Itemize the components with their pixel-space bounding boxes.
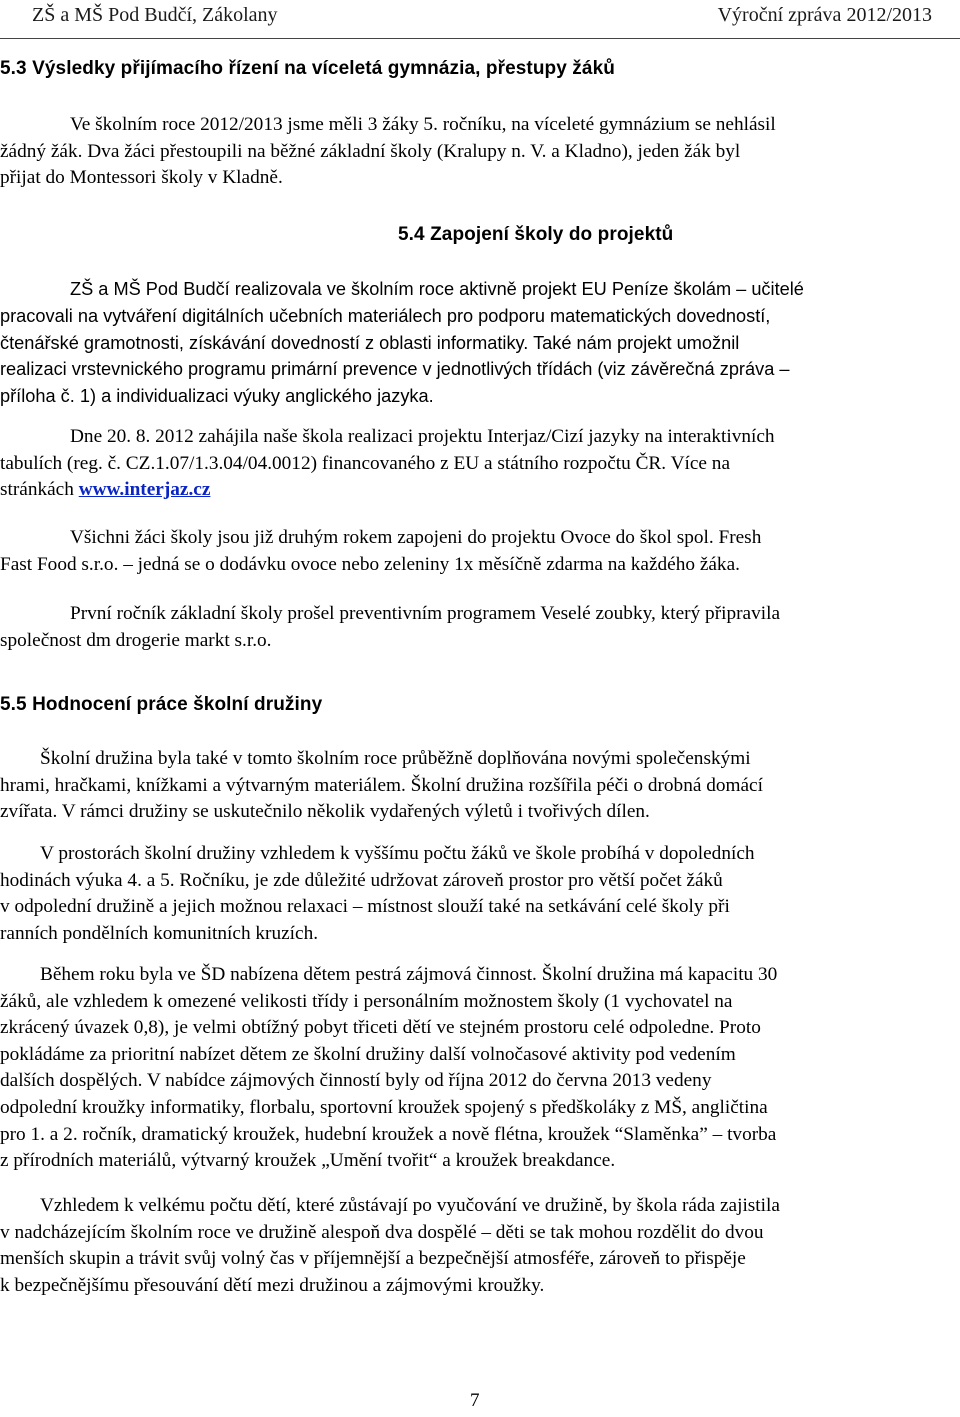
text-line: příloha č. 1) a individualizaci výuky anglického jazyka. [0,386,434,407]
text-line: Všichni žáci školy jsou již druhým rokem zapojeni do projektu Ovoce do škol spol. Fresh [70,527,762,548]
text-line: v nadcházejícím školním roce ve družině alespoň dva dospělé – děti se tak mohou rozdělit do dvou [0,1221,764,1243]
text-line: ranních pondělních komunitních kruzích. [0,922,319,944]
paragraph-5-4-eu-project [0,276,955,410]
text-line: Školní družina byla také v tomto školním roce průběžně doplňována novými společenskými [40,748,751,769]
text-line: menších skupin a trávit svůj volný čas v příjemnější a bezpečnější atmosféře, zároveň to přispěje [0,1248,746,1270]
text-line: hrami, hračkami, knížkami a výtvarným materiálem. Školní družina rozšířila péči o drobná domácí [0,774,763,796]
paragraph-5-5-activities [0,962,955,1175]
text-line: Fast Food s.r.o. – jedná se o dodávku ovoce nebo zeleniny 1x měsíčně zdarma na každého žáka. [0,553,740,575]
text-line: ZŠ a MŠ Pod Budčí realizovala ve školním roce aktivně projekt EU Peníze školám – učitelé [70,279,804,299]
text-line: tabulích (reg. č. CZ.1.07/1.3.04/04.0012) financovaného z EU a státního rozpočtu ČR. Více na [0,452,731,474]
header-divider [0,38,960,39]
text-line: společnost dm drogerie markt s.r.o. [0,629,272,651]
text-line: hodinách výuka 4. a 5. Ročníku, je zde důležité udržovat zároveň prostor pro větší počet žáků [0,869,723,891]
heading-5-4: 5.4 Zapojení školy do projektů [398,224,674,245]
header-school-name: ZŠ a MŠ Pod Budčí, Zákolany [32,4,278,26]
text-line: odpolední kroužky informatiky, florbalu, sportovní kroužek spojený s předškoláky z MŠ, angličtina [0,1096,768,1118]
text-line: Ve školním roce 2012/2013 jsme měli 3 žáky 5. ročníku, na víceleté gymnázium se nehlásil [70,114,776,135]
text-line: žáků, ale vzhledem k omezené velikosti třídy i personálním možnostem školy (1 vychovatel na [0,990,733,1012]
text-line: žádný žák. Dva žáci přestoupili na běžné základní školy (Kralupy n. V. a Kladno), jeden žák byl [0,140,741,162]
text-line: přijat do Montessori školy v Kladně. [0,167,283,189]
text-line: realizaci vrstevnického programu primární prevence v jednotlivých třídách (viz závěrečná zpráva – [0,359,790,380]
paragraph-5-5-equipment [0,746,955,826]
text-line: V prostorách školní družiny vzhledem k vyššímu počtu žáků ve škole probíhá v dopoledních [40,843,755,864]
page-header [0,4,960,34]
paragraph-5-3 [0,112,955,192]
text-line: zvířata. V rámci družiny se uskutečnilo několik vydařených výletů i tvořivých dílen. [0,801,650,823]
text-line: pracovali na vytváření digitálních učebních materiálech pro podporu matematických dovedností, [0,305,771,326]
text-line: čtenářské gramotnosti, získávání dovedností z oblasti informatiky. Také nám projekt umožnil [0,332,740,353]
page-number: 7 [470,1390,480,1411]
text-line: zkrácený úvazek 0,8), je velmi obtížný pobyt třiceti dětí ve stejném prostoru celé odpoledne. Proto [0,1017,761,1039]
paragraph-5-4-interjaz [0,424,955,504]
paragraph-5-4-zoubky [0,601,955,654]
paragraph-5-5-rooms [0,841,955,947]
heading-5-5: 5.5 Hodnocení práce školní družiny [0,694,323,715]
interjaz-link[interactable]: www.interjaz.cz [78,479,211,501]
text-line: pro 1. a 2. ročník, dramatický kroužek, hudební kroužek a nově flétna, kroužek “Slaměnka” – tvorba [0,1123,777,1145]
text-line [0,477,955,504]
link-prefix: stránkách [0,479,79,501]
text-line: Dne 20. 8. 2012 zahájila naše škola realizaci projektu Interjaz/Cizí jazyky na interaktivních [70,426,775,447]
paragraph-5-4-fruit [0,525,955,578]
text-line: z přírodních materiálů, výtvarný kroužek „Umění tvořit“ a kroužek breakdance. [0,1150,616,1172]
heading-5-3: 5.3 Výsledky přijímacího řízení na víceletá gymnázia, přestupy žáků [0,58,615,79]
paragraph-5-5-staffing [0,1193,955,1299]
header-report-title: Výroční zpráva 2012/2013 [717,4,932,26]
text-line: Během roku byla ve ŠD nabízena dětem pestrá zájmová činnost. Školní družina má kapacitu 30 [40,964,778,985]
text-line: dalších dospělých. V nabídce zájmových činností byly od října 2012 do června 2013 vedeny [0,1070,712,1092]
text-line: k bezpečnějšímu přesouvání dětí mezi družinou a zájmovými kroužky. [0,1274,545,1296]
text-line: Vzhledem k velkému počtu dětí, které zůstávají po vyučování ve družině, by škola ráda zajistila [40,1195,780,1216]
text-line: v odpolední družině a jejich možnou relaxaci – místnost slouží také na setkávání celé školy při [0,896,730,918]
text-line: První ročník základní školy prošel preventivním programem Veselé zoubky, který připravila [70,603,781,624]
text-line: pokládáme za prioritní nabízet dětem ze školní družiny další volnočasové aktivity pod vedením [0,1043,736,1065]
